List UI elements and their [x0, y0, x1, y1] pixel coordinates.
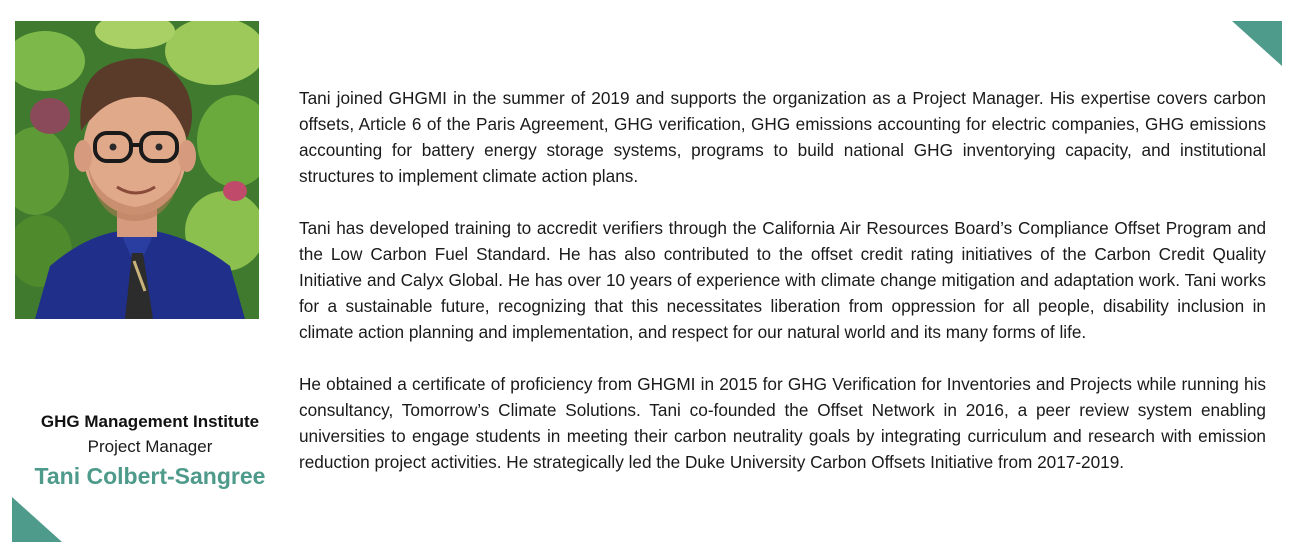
job-title: Project Manager [87, 437, 213, 456]
organization-name: GHG Management Institute [40, 412, 260, 431]
biography [299, 85, 1266, 475]
identity-block [15, 410, 285, 492]
bio-paragraph: Tani joined GHGMI in the summer of 2019 and supports the organization as a Project Manager. His expertise covers carbon offsets, Article 6 of the Paris Agreement, GHG verification, GHG emissions accounting for electric companies, GHG emissions accounting for battery energy storage systems, programs to build national GHG inventorying capacity, and institutional structures to implement climate action plans. [299, 88, 1266, 186]
triangle-corner-bottom-left-icon [12, 497, 62, 542]
triangle-corner-top-right-icon [1232, 21, 1282, 66]
person-name: Tani Colbert-Sangree [34, 463, 266, 489]
bio-paragraph: Tani has developed training to accredit verifiers through the California Air Resources Board’s Compliance Offset Program and the Low Carbon Fuel Standard. He has also contributed to the offset credit rating initiatives of the Carbon Credit Quality Initiative and Calyx Global. He has over 10 years of experience with climate change mitigation and adaptation work. Tani works for a sustainable future, recognizing that this necessitates liberation from oppression for all people, disability inclusion in climate action planning and implementation, and respect for our natural world and its many forms of life. [299, 218, 1266, 342]
profile-photo [15, 21, 259, 319]
bio-paragraph: He obtained a certificate of proficiency from GHGMI in 2015 for GHG Verification for Inventories and Projects while running his consultancy, Tomorrow’s Climate Solutions. Tani co-founded the Offset Network in 2016, a peer review system enabling universities to engage students in meeting their carbon neutrality goals by integrating curriculum and research with emission reduction project activities. He strategically led the Duke University Carbon Offsets Initiative from 2017-2019. [299, 374, 1266, 472]
